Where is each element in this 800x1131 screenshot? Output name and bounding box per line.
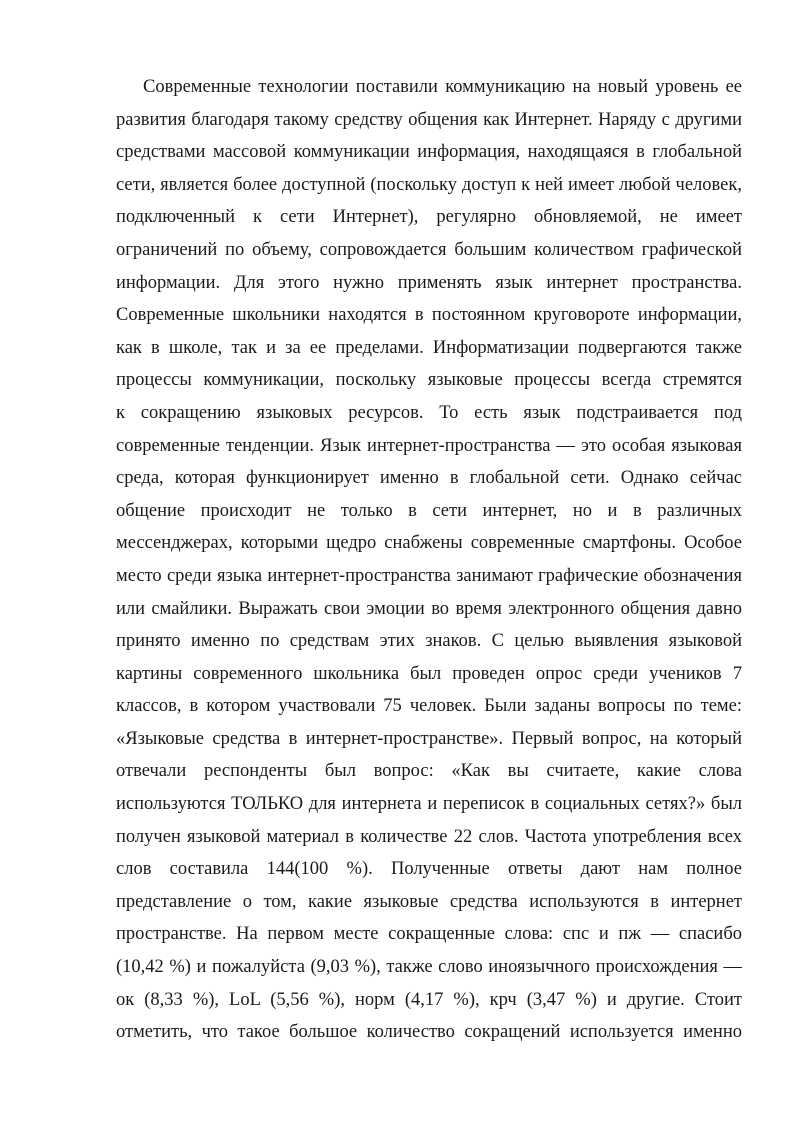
paragraph-line: отвечали респонденты был вопрос: «Как вы считаете, какие слова xyxy=(116,761,742,782)
paragraph-line: Современные технологии поставили коммуникацию на новый уровень ее xyxy=(143,77,742,97)
paragraph-line: принято именно по средствам этих знаков. С целью выявления языковой xyxy=(116,631,742,652)
paragraph-line: как в школе, так и за ее пределами. Информатизации подвергаются также xyxy=(116,337,742,358)
paragraph-line: средствами массовой коммуникации информация, находящаяся в глобальной xyxy=(116,142,742,163)
paragraph-line: пространстве. На первом месте сокращенные слова: спс и пж — спасибо xyxy=(116,924,742,945)
paragraph-line: информации. Для этого нужно применять язык интернет пространства. xyxy=(116,272,742,293)
paragraph-line: подключенный к сети Интернет), регулярно обновляемой, не имеет xyxy=(116,207,742,228)
paragraph-line: современные тенденции. Язык интернет-пространства — это особая языковая xyxy=(116,435,742,456)
paragraph-line: Современные школьники находятся в постоянном круговороте информации, xyxy=(116,305,742,326)
paragraph-line: слов составила 144(100 %). Полученные ответы дают нам полное xyxy=(116,859,742,880)
paragraph-line: представление о том, какие языковые средства используются в интернет xyxy=(116,891,742,912)
paragraph-line: к сокращению языковых ресурсов. То есть язык подстраивается под xyxy=(116,402,742,423)
paragraph-line: ок (8,33 %), LoL (5,56 %), норм (4,17 %), крч (3,47 %) и другие. Стоит xyxy=(116,989,742,1010)
paragraph-line: «Языковые средства в интернет-пространстве». Первый вопрос, на который xyxy=(116,728,742,749)
paragraph-line: картины современного школьника был проведен опрос среди учеников 7 xyxy=(116,663,742,684)
paragraph-line: ограничений по объему, сопровождается большим количеством графической xyxy=(116,239,742,260)
paragraph-line: сети, является более доступной (поскольку доступ к ней имеет любой человек, xyxy=(116,174,742,195)
paragraph-line: процессы коммуникации, поскольку языковые процессы всегда стремятся xyxy=(116,370,742,391)
paragraph-line: отметить, что такое большое количество сокращений используется именно xyxy=(116,1022,742,1043)
paragraph-line: общение происходит не только в сети интернет, но и в различных xyxy=(116,500,742,521)
paragraph-line: или смайлики. Выражать свои эмоции во время электронного общения давно xyxy=(116,598,742,619)
paragraph-line: среда, которая функционирует именно в глобальной сети. Однако сейчас xyxy=(116,468,742,489)
paragraph-line: получен языковой материал в количестве 22 слов. Частота употребления всех xyxy=(116,826,742,847)
paragraph-line: развития благодаря такому средству общения как Интернет. Наряду с другими xyxy=(116,109,742,130)
paragraph-line: (10,42 %) и пожалуйста (9,03 %), также слово иноязычного происхождения — xyxy=(116,957,742,978)
document-page xyxy=(116,71,742,1049)
paragraph-line: место среди языка интернет-пространства занимают графические обозначения xyxy=(116,565,742,586)
paragraph-line: используются ТОЛЬКО для интернета и переписок в социальных сетях?» был xyxy=(116,794,742,815)
paragraph-line: мессенджерах, которыми щедро снабжены современные смартфоны. Особое xyxy=(116,533,742,554)
paragraph-line: классов, в котором участвовали 75 человек. Были заданы вопросы по теме: xyxy=(116,696,742,717)
